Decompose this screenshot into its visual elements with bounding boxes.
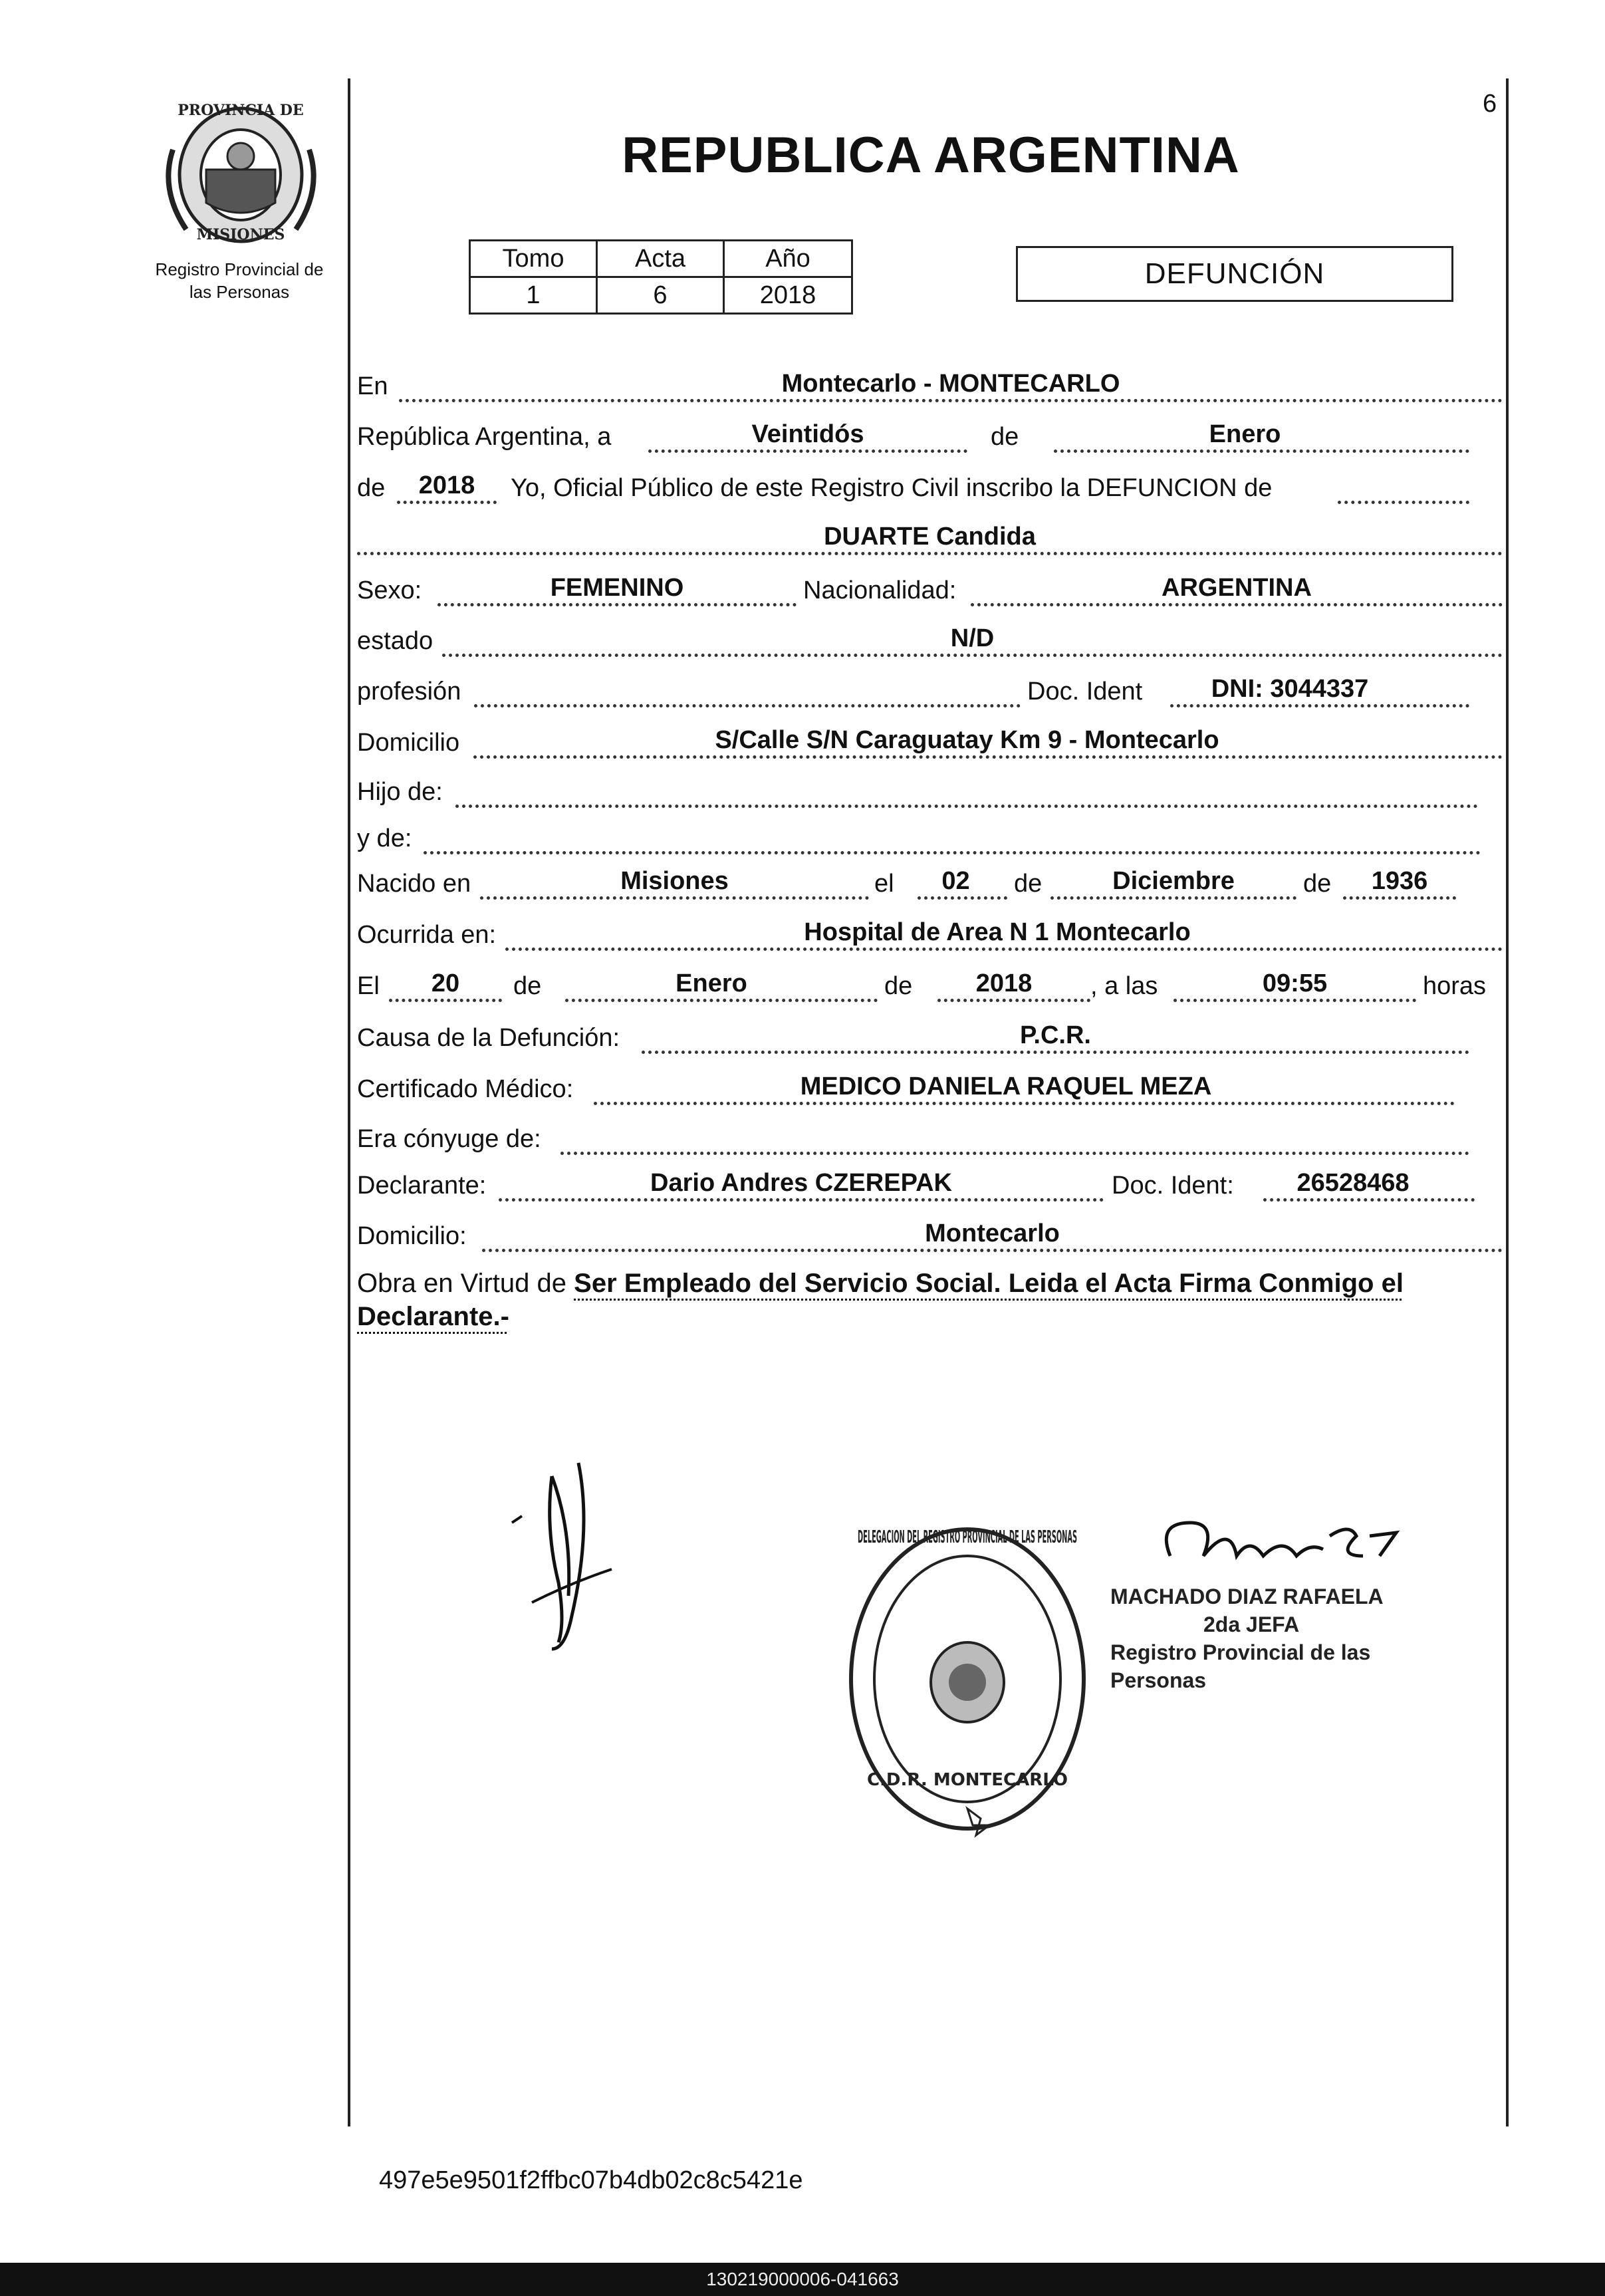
hora-value: 09:55: [1262, 969, 1328, 997]
nac-dia-value: 02: [941, 867, 970, 895]
dia-dots: [648, 449, 967, 453]
nac-dia-dots: [918, 896, 1007, 900]
estado-value: N/D: [950, 624, 995, 652]
el-label: el: [874, 870, 894, 898]
nac-anio-dots: [1343, 896, 1456, 900]
registry-name: [120, 258, 359, 303]
nac-anio-value: 1936: [1371, 867, 1428, 895]
def-mes-dots: [565, 999, 878, 1002]
profesion-label: profesión: [357, 678, 461, 705]
y-de-dots: [424, 851, 1481, 854]
doc-ident-dots: [1170, 704, 1469, 707]
nac-mes-value: Diciembre: [1112, 867, 1235, 895]
yo-oficial-dots: [1338, 501, 1469, 504]
de1-label: de: [991, 423, 1019, 451]
domicilio-value: S/Calle S/N Caraguatay Km 9 - Montecarlo: [715, 726, 1219, 754]
domicilio-dots: [473, 755, 1503, 759]
ocurrida-value: Hospital de Area N 1 Montecarlo: [804, 918, 1191, 946]
nacionalidad-label: Nacionalidad:: [803, 576, 957, 604]
right-margin-rule: [1506, 78, 1509, 2126]
official-name: MACHADO DIAZ RAFAELA: [1110, 1585, 1384, 1608]
def-anio-value: 2018: [975, 969, 1033, 997]
header-acta: Acta: [597, 241, 724, 277]
doc-ident2-label: Doc. Ident:: [1112, 1172, 1234, 1200]
def-anio-dots: [937, 999, 1090, 1002]
yo-oficial-text: Yo, Oficial Público de este Registro Civil inscribo la DEFUNCION de: [511, 474, 1273, 502]
emblem-text-top: PROVINCIA DE: [178, 102, 304, 119]
en-value: Montecarlo - MONTECARLO: [781, 370, 1120, 398]
header-tomo: Tomo: [470, 241, 597, 277]
conyuge-dots: [560, 1152, 1469, 1155]
left-margin-rule: [348, 78, 350, 2126]
hora-dots: [1173, 999, 1416, 1002]
hijo-de-label: Hijo de:: [357, 778, 443, 806]
en-label: En: [357, 372, 388, 400]
registry-line1: Registro Provincial de: [155, 259, 324, 279]
domicilio2-value: Montecarlo: [925, 1219, 1060, 1247]
obra-paragraph: [357, 1267, 1501, 1333]
document-type-box: DEFUNCIÓN: [1016, 246, 1453, 302]
official-block: [1110, 1583, 1443, 1694]
footer-code: 130219000006-041663: [706, 2269, 899, 2289]
estado-label: estado: [357, 627, 433, 655]
horas-label: horas: [1423, 972, 1487, 1000]
footer-code-bar: [0, 2263, 1605, 2296]
certificado-value: MEDICO DANIELA RAQUEL MEZA: [800, 1073, 1212, 1100]
stamp-outer-text: DELEGACION DEL REGISTRO PROVINCIAL DE LAS PERSONAS: [858, 1527, 1077, 1547]
doc-ident2-dots: [1263, 1198, 1475, 1202]
causa-dots: [642, 1051, 1469, 1054]
official-office: Registro Provincial de las Personas: [1110, 1640, 1371, 1692]
republica-label: República Argentina, a: [357, 423, 612, 451]
official-role: 2da JEFA: [1203, 1612, 1300, 1636]
value-acta: 6: [597, 277, 724, 314]
declarante-value: Dario Andres CZEREPAK: [650, 1169, 952, 1197]
certificado-dots: [594, 1102, 1455, 1105]
nacionalidad-dots: [971, 603, 1503, 606]
dia-value: Veintidós: [751, 420, 864, 448]
def-dia-value: 20: [431, 969, 460, 997]
de6-label: de: [884, 972, 913, 1000]
doc-ident-label: Doc. Ident: [1027, 678, 1143, 705]
nac-mes-dots: [1050, 896, 1296, 900]
mes-value: Enero: [1209, 420, 1281, 448]
province-emblem: [160, 90, 322, 249]
sexo-value: FEMENINO: [550, 574, 684, 602]
def-mes-value: Enero: [676, 969, 747, 997]
domicilio2-label: Domicilio:: [357, 1222, 467, 1250]
page-number: 6: [1483, 90, 1497, 118]
profesion-dots: [474, 704, 1021, 707]
y-de-label: y de:: [357, 825, 412, 852]
nacido-en-dots: [480, 896, 869, 900]
registry-line2: las Personas: [189, 282, 290, 302]
anio-value: 2018: [418, 471, 475, 499]
conyuge-label: Era cónyuge de:: [357, 1125, 541, 1153]
mes-dots: [1054, 449, 1469, 453]
document-title: REPUBLICA ARGENTINA: [622, 127, 1240, 184]
record-table: [469, 239, 853, 315]
nacido-en-label: Nacido en: [357, 870, 471, 898]
en-dots: [399, 399, 1503, 402]
de4-label: de: [1303, 870, 1332, 898]
document-hash: 497e5e9501f2ffbc07b4db02c8c5421e: [379, 2166, 803, 2194]
registry-stamp: [844, 1523, 1090, 1835]
domicilio-label: Domicilio: [357, 729, 460, 757]
obra-label: Obra en Virtud de: [357, 1269, 567, 1298]
def-dia-dots: [389, 999, 502, 1002]
estado-dots: [442, 654, 1503, 657]
declarante-dots: [499, 1198, 1104, 1202]
causa-value: P.C.R.: [1019, 1021, 1091, 1049]
de5-label: de: [513, 972, 542, 1000]
ocurrida-dots: [505, 948, 1503, 951]
value-anio: 2018: [724, 277, 852, 314]
header-anio: Año: [724, 241, 852, 277]
emblem-text-bottom: MISIONES: [196, 226, 285, 243]
nacido-en-value: Misiones: [620, 867, 729, 895]
de3-label: de: [1014, 870, 1043, 898]
nombre-value: DUARTE Candida: [824, 523, 1036, 551]
hijo-de-dots: [455, 805, 1478, 808]
sexo-label: Sexo:: [357, 576, 422, 604]
a-las-label: , a las: [1090, 972, 1158, 1000]
stamp-inner-text: C.D.R. MONTECARLO: [866, 1770, 1068, 1790]
doc-ident2-value: 26528468: [1296, 1169, 1410, 1197]
obra-value: Ser Empleado del Servicio Social. Leida el Acta Firma Conmigo el Declarante.-: [357, 1269, 1404, 1331]
ocurrida-label: Ocurrida en:: [357, 921, 497, 949]
declarant-signature: [485, 1450, 652, 1662]
anio-dots: [397, 501, 497, 504]
domicilio2-dots: [482, 1249, 1503, 1252]
declarante-label: Declarante:: [357, 1172, 487, 1200]
causa-label: Causa de la Defunción:: [357, 1024, 620, 1052]
sexo-dots: [437, 603, 797, 606]
certificado-label: Certificado Médico:: [357, 1075, 574, 1103]
doc-ident-value: DNI: 3044337: [1211, 675, 1369, 703]
value-tomo: 1: [470, 277, 597, 314]
nombre-dots: [357, 552, 1503, 555]
de2-label: de: [357, 474, 386, 502]
el2-label: El: [357, 972, 380, 1000]
nacionalidad-value: ARGENTINA: [1162, 574, 1312, 602]
